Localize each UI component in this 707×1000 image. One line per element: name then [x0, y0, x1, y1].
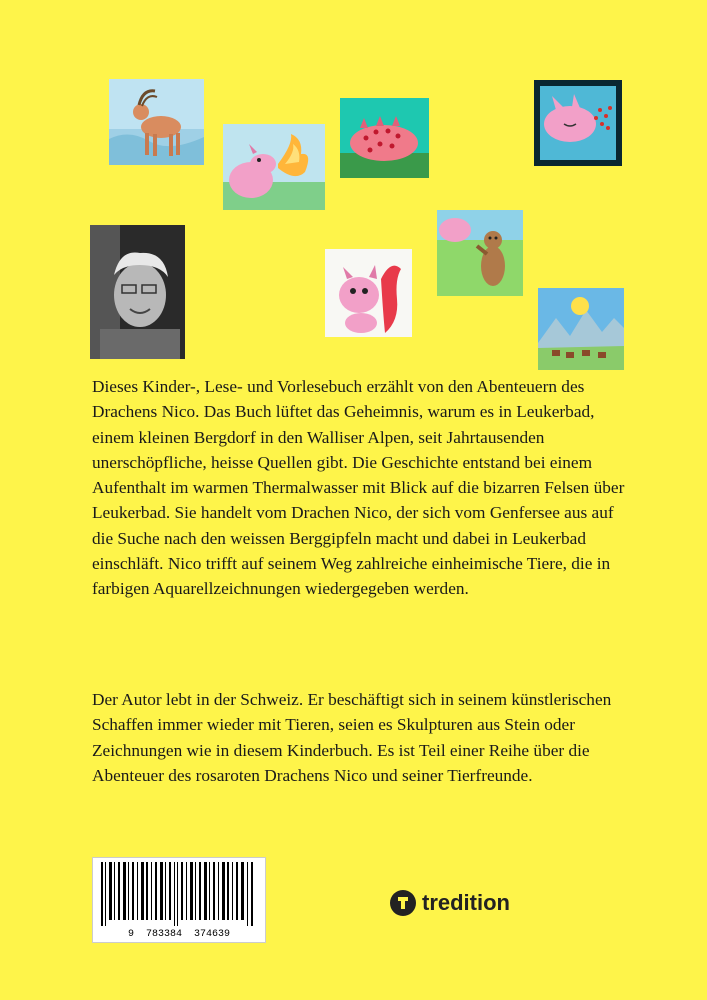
marmot-icon — [437, 210, 523, 296]
fire-breathing-dragon-icon — [223, 124, 325, 210]
author-photo — [90, 225, 185, 359]
author-paragraph: Der Autor lebt in der Schweiz. Er beschäftigt sich in seinem künstlerischen Schaffen immer wieder mit Tieren, seien es Skulpturen aus Stein oder Zeichnungen wie in diesem Kinderbuch. Es ist Teil einer Reihe über die Abenteuer des rosaroten Drachens Nico und seiner Tierfreunde. — [92, 690, 612, 785]
pink-dragon-icon — [325, 249, 412, 337]
publisher-logo — [390, 888, 510, 918]
dragon-head-icon — [534, 80, 622, 166]
publisher-name: tredition — [422, 890, 510, 915]
spotted-dragon-icon — [340, 98, 429, 178]
barcode-bars — [93, 858, 265, 928]
isbn-barcode — [92, 857, 266, 943]
mountain-peaks-icon — [538, 288, 624, 370]
description-paragraph: Dieses Kinder-, Lese- und Vorlesebuch erzählt von den Abenteuern des Drachens Nico. Das Buch lüftet das Geheimnis, warum es in Leukerbad, einem kleinen Bergdorf in den Walliser Alpen, seit Jahrtausenden unerschöpfliche, heisse Quellen gibt. Die Geschichte entstand bei einem Aufenthalt im warmen Thermalwasser mit Blick auf die bizarren Felsen über Leukerbad. Sie handelt vom Drachen Nico, der sich vom Genfersee aus auf die Suche nach den weissen Berggipfeln macht und dabei in Leukerbad einschläft. Nico trifft auf seinem Weg zahlreiche einheimische Tiere, die in farbigen Aquarellzeichnungen wiedergegeben werden. — [92, 377, 625, 599]
tredition-logo-icon — [390, 890, 416, 916]
ibex-illustration-icon — [109, 79, 204, 165]
isbn-number: 9 783384 374639 — [127, 929, 231, 940]
